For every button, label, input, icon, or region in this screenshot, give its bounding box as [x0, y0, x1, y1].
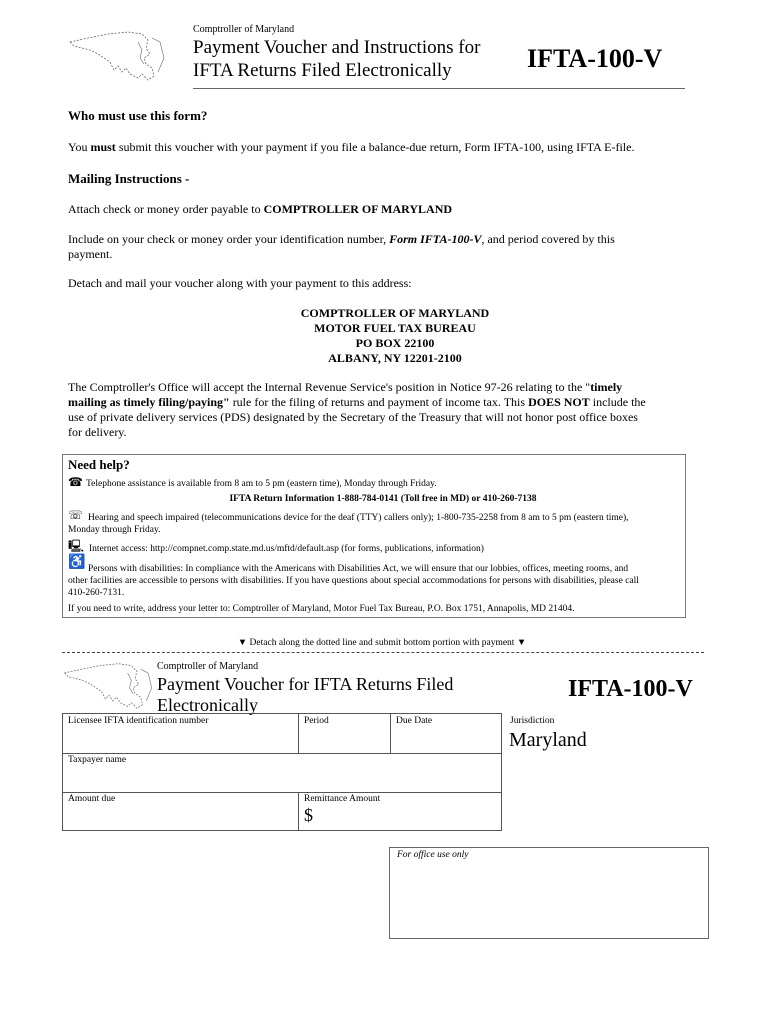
mailing-p1: Attach check or money order payable to COMPTROLLER OF MARYLAND [68, 202, 453, 216]
help-ada: Persons with disabilities: In compliance with the Americans with Disabilities Act, we will ensure that our lobbies, offices, meeting rooms, and other facilities are accessible to persons with disabilities. If you have questions about special accommodations for persons with disabilities, please call 410-260-7131. [68, 564, 639, 598]
help-ifta-info: IFTA Return Information 1-888-784-0141 (Toll free in MD) or 410-260-7138 [229, 494, 537, 504]
header-form-id: IFTA-100-V [527, 44, 663, 73]
voucher-fields-grid [62, 713, 502, 831]
taxpayer-name-field[interactable]: Taxpayer name [68, 755, 127, 765]
header-title-line1: Payment Voucher and Instructions for [193, 37, 481, 58]
tty-icon: ☏ [68, 508, 84, 522]
help-heading: Need help? [68, 457, 130, 472]
header-title-line2: IFTA Returns Filed Electronically [193, 60, 452, 81]
voucher-agency: Comptroller of Maryland [157, 661, 259, 672]
arrow-down-icon: ▼ [237, 638, 248, 648]
mailing-heading: Mailing Instructions - [68, 171, 190, 186]
arrow-down-icon: ▼ [516, 638, 527, 648]
period-field[interactable]: Period [304, 716, 329, 726]
office-use-box [389, 847, 709, 939]
mailing-address: COMPTROLLER OF MARYLAND MOTOR FUEL TAX BUREAU PO BOX 22100 ALBANY, NY 12201-2100 [300, 306, 490, 365]
amount-due-field[interactable]: Amount due [68, 794, 116, 804]
due-date-field[interactable]: Due Date [396, 716, 433, 726]
help-tty: Hearing and speech impaired (telecommunications device for the deaf (TTY) callers only); 1-800-735-2258 from 8 am to 5 pm (eastern time), Monday through Friday. [68, 513, 629, 535]
help-internet: Internet access: http://compnet.comp.state.md.us/mftd/default.asp (for forms, publications, information) [89, 544, 484, 554]
notice-text: The Comptroller's Office will accept the Internal Revenue Service's position in Notice 97-26 relating to the "timely mailing as timely filing/paying" rule for the filing of returns and payment of income tax. This DOES NOT include the use of private delivery services (PDS) designated by the Secretary of the Treasury that will not honor post office boxes for delivery. [68, 380, 646, 439]
licensee-id-field[interactable]: Licensee IFTA identification number [68, 716, 209, 726]
jurisdiction-value: Maryland [509, 729, 587, 751]
header-rule [193, 88, 685, 89]
header-agency: Comptroller of Maryland [193, 24, 295, 35]
mailing-p2: Include on your check or money order your identification number, Form IFTA-100-V, and period covered by this payment. [68, 232, 615, 261]
help-write: If you need to write, address your letter to: Comptroller of Maryland, Motor Fuel Tax Bureau, P.O. Box 1751, Annapolis, MD 21404. [68, 604, 575, 614]
detach-instruction: ▼ Detach along the dotted line and submit bottom portion with payment ▼ [237, 638, 527, 648]
maryland-map-logo [68, 28, 170, 84]
who-text: You must submit this voucher with your payment if you file a balance-due return, Form IFTA-100, using IFTA E-file. [68, 140, 635, 154]
voucher-title-line1: Payment Voucher for IFTA Returns Filed [157, 674, 454, 694]
maryland-map-logo-voucher [62, 660, 158, 712]
dollar-sign: $ [304, 805, 313, 825]
detach-dotted-line [62, 652, 704, 653]
office-use-label: For office use only [397, 850, 469, 860]
grid-divider [62, 753, 502, 754]
who-heading: Who must use this form? [68, 108, 208, 123]
voucher-form-id: IFTA-100-V [568, 676, 693, 702]
computer-icon: 🖳 [68, 539, 85, 553]
remittance-amount-field[interactable]: Remittance Amount [304, 794, 381, 804]
help-phone: Telephone assistance is available from 8 am to 5 pm (eastern time), Monday through Friday. [86, 479, 437, 489]
wheelchair-icon: ♿ [68, 555, 86, 570]
grid-divider [298, 792, 299, 831]
grid-divider [390, 713, 391, 753]
mailing-p3: Detach and mail your voucher along with your payment to this address: [68, 276, 412, 290]
telephone-icon: ☎ [68, 475, 83, 489]
voucher-title-line2: Electronically [157, 695, 258, 715]
jurisdiction-label: Jurisdiction [510, 716, 555, 726]
grid-divider [62, 792, 502, 793]
grid-divider [298, 713, 299, 753]
